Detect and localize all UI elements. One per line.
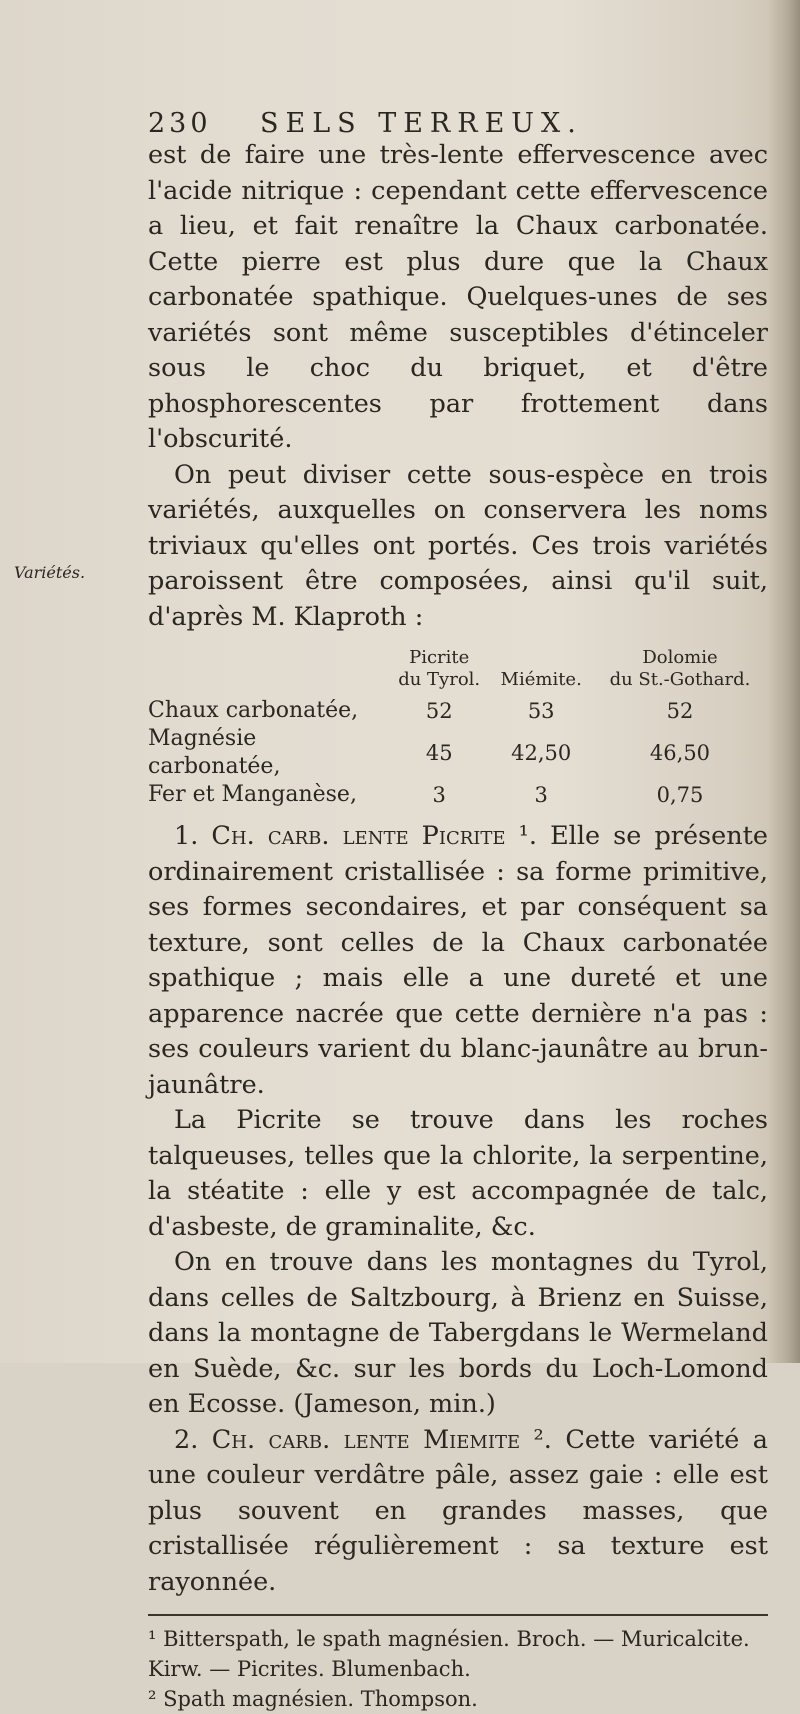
table-corner [148,647,388,697]
footnotes [148,1624,768,1714]
table-cell: 3 [432,783,446,807]
page-body [148,138,768,1714]
table-row [148,697,768,725]
row-label: Magnésie carbonatée, [148,726,281,779]
variety-heading: 2. Ch. carb. lente Miemite ². [174,1424,552,1455]
column-header [592,647,768,697]
column-header [490,647,592,697]
table-header-row [148,647,768,697]
paragraph-6 [148,1423,768,1601]
column-name: Picrite [409,647,470,668]
column-header [388,647,490,697]
footnote-divider [148,1614,768,1616]
analysis-table [148,647,768,809]
table-cell: 52 [425,699,453,723]
running-title: SELS TERREUX. [260,108,583,139]
column-name: Dolomie [642,647,718,668]
column-locality: du Tyrol. [398,669,481,690]
paragraph-3 [148,819,768,1103]
paragraph-text: Cette variété a une couleur verdâtre pâle, assez gaie : elle est plus souvent en grandes masses, que cristallisée régulièrement : sa texture est rayonnée. [148,1424,768,1597]
page-edge-shadow [768,0,800,1363]
footnote-2: ² Spath magnésien. Thompson. [148,1687,478,1711]
table-cell: 42,50 [511,741,572,765]
margin-note: Variétés. [14,563,86,582]
table-cell: 3 [534,783,548,807]
page-number: 230 [148,108,212,139]
paragraph-5: On en trouve dans les montagnes du Tyrol, dans celles de Saltzbourg, à Brienz en Suisse, dans la montagne de Tabergdans le Wermeland en Suède, &c. sur les bords du Loch-Lomond en Ecosse. (Jameson, min.) [148,1247,768,1419]
table-cell: 46,50 [649,741,711,765]
table-cell: 52 [666,699,694,723]
page-header [148,108,768,142]
footnote-1: ¹ Bitterspath, le spath magnésien. Broch. — Muricalcite. Kirw. — Picrites. Blumenbach. [148,1627,750,1681]
paragraph-text: Elle se présente ordinairement cristallisée : sa forme primitive, ses formes secondaires, et par conséquent sa texture, sont celles de la Chaux carbonatée spathique ; mais elle a une dureté et une apparence nacrée que cette dernière n'a pas : ses couleurs varient du blanc-jaunâtre au brun-jaunâtre. [148,821,768,1100]
variety-heading: 1. Ch. carb. lente Picrite ¹. [174,821,537,851]
table-cell: 45 [425,741,453,765]
table-cell: 0,75 [656,783,704,807]
table-row [148,725,768,781]
column-name: Miémite. [500,669,582,690]
paragraph-1: est de faire une très-lente effervescence avec l'acide nitrique : cependant cette effervescence a lieu, et fait renaître la Chaux carbonatée. Cette pierre est plus dure que la Chaux carbonatée spathique. Quelques-unes de ses variétés sont même susceptibles d'étinceler sous le choc du briquet, et d'être phosphorescentes par frottement dans l'obscurité. [148,140,768,454]
column-locality: du St.-Gothard. [609,669,751,690]
paragraph-2: On peut diviser cette sous-espèce en trois variétés, auxquelles on conservera les noms triviaux qu'elles ont portés. Ces trois variétés paroissent être composées, ainsi qu'il suit, d'après M. Klaproth : [148,459,768,632]
row-label: Chaux carbonatée, [148,698,359,723]
table-row [148,781,768,809]
paragraph-4: La Picrite se trouve dans les roches talqueuses, telles que la chlorite, la serpentine, la stéatite : elle y est accompagnée de talc, d'asbeste, de graminalite, &c. [148,1105,768,1242]
table-cell: 53 [527,699,555,723]
row-label: Fer et Manganèse, [148,782,357,807]
